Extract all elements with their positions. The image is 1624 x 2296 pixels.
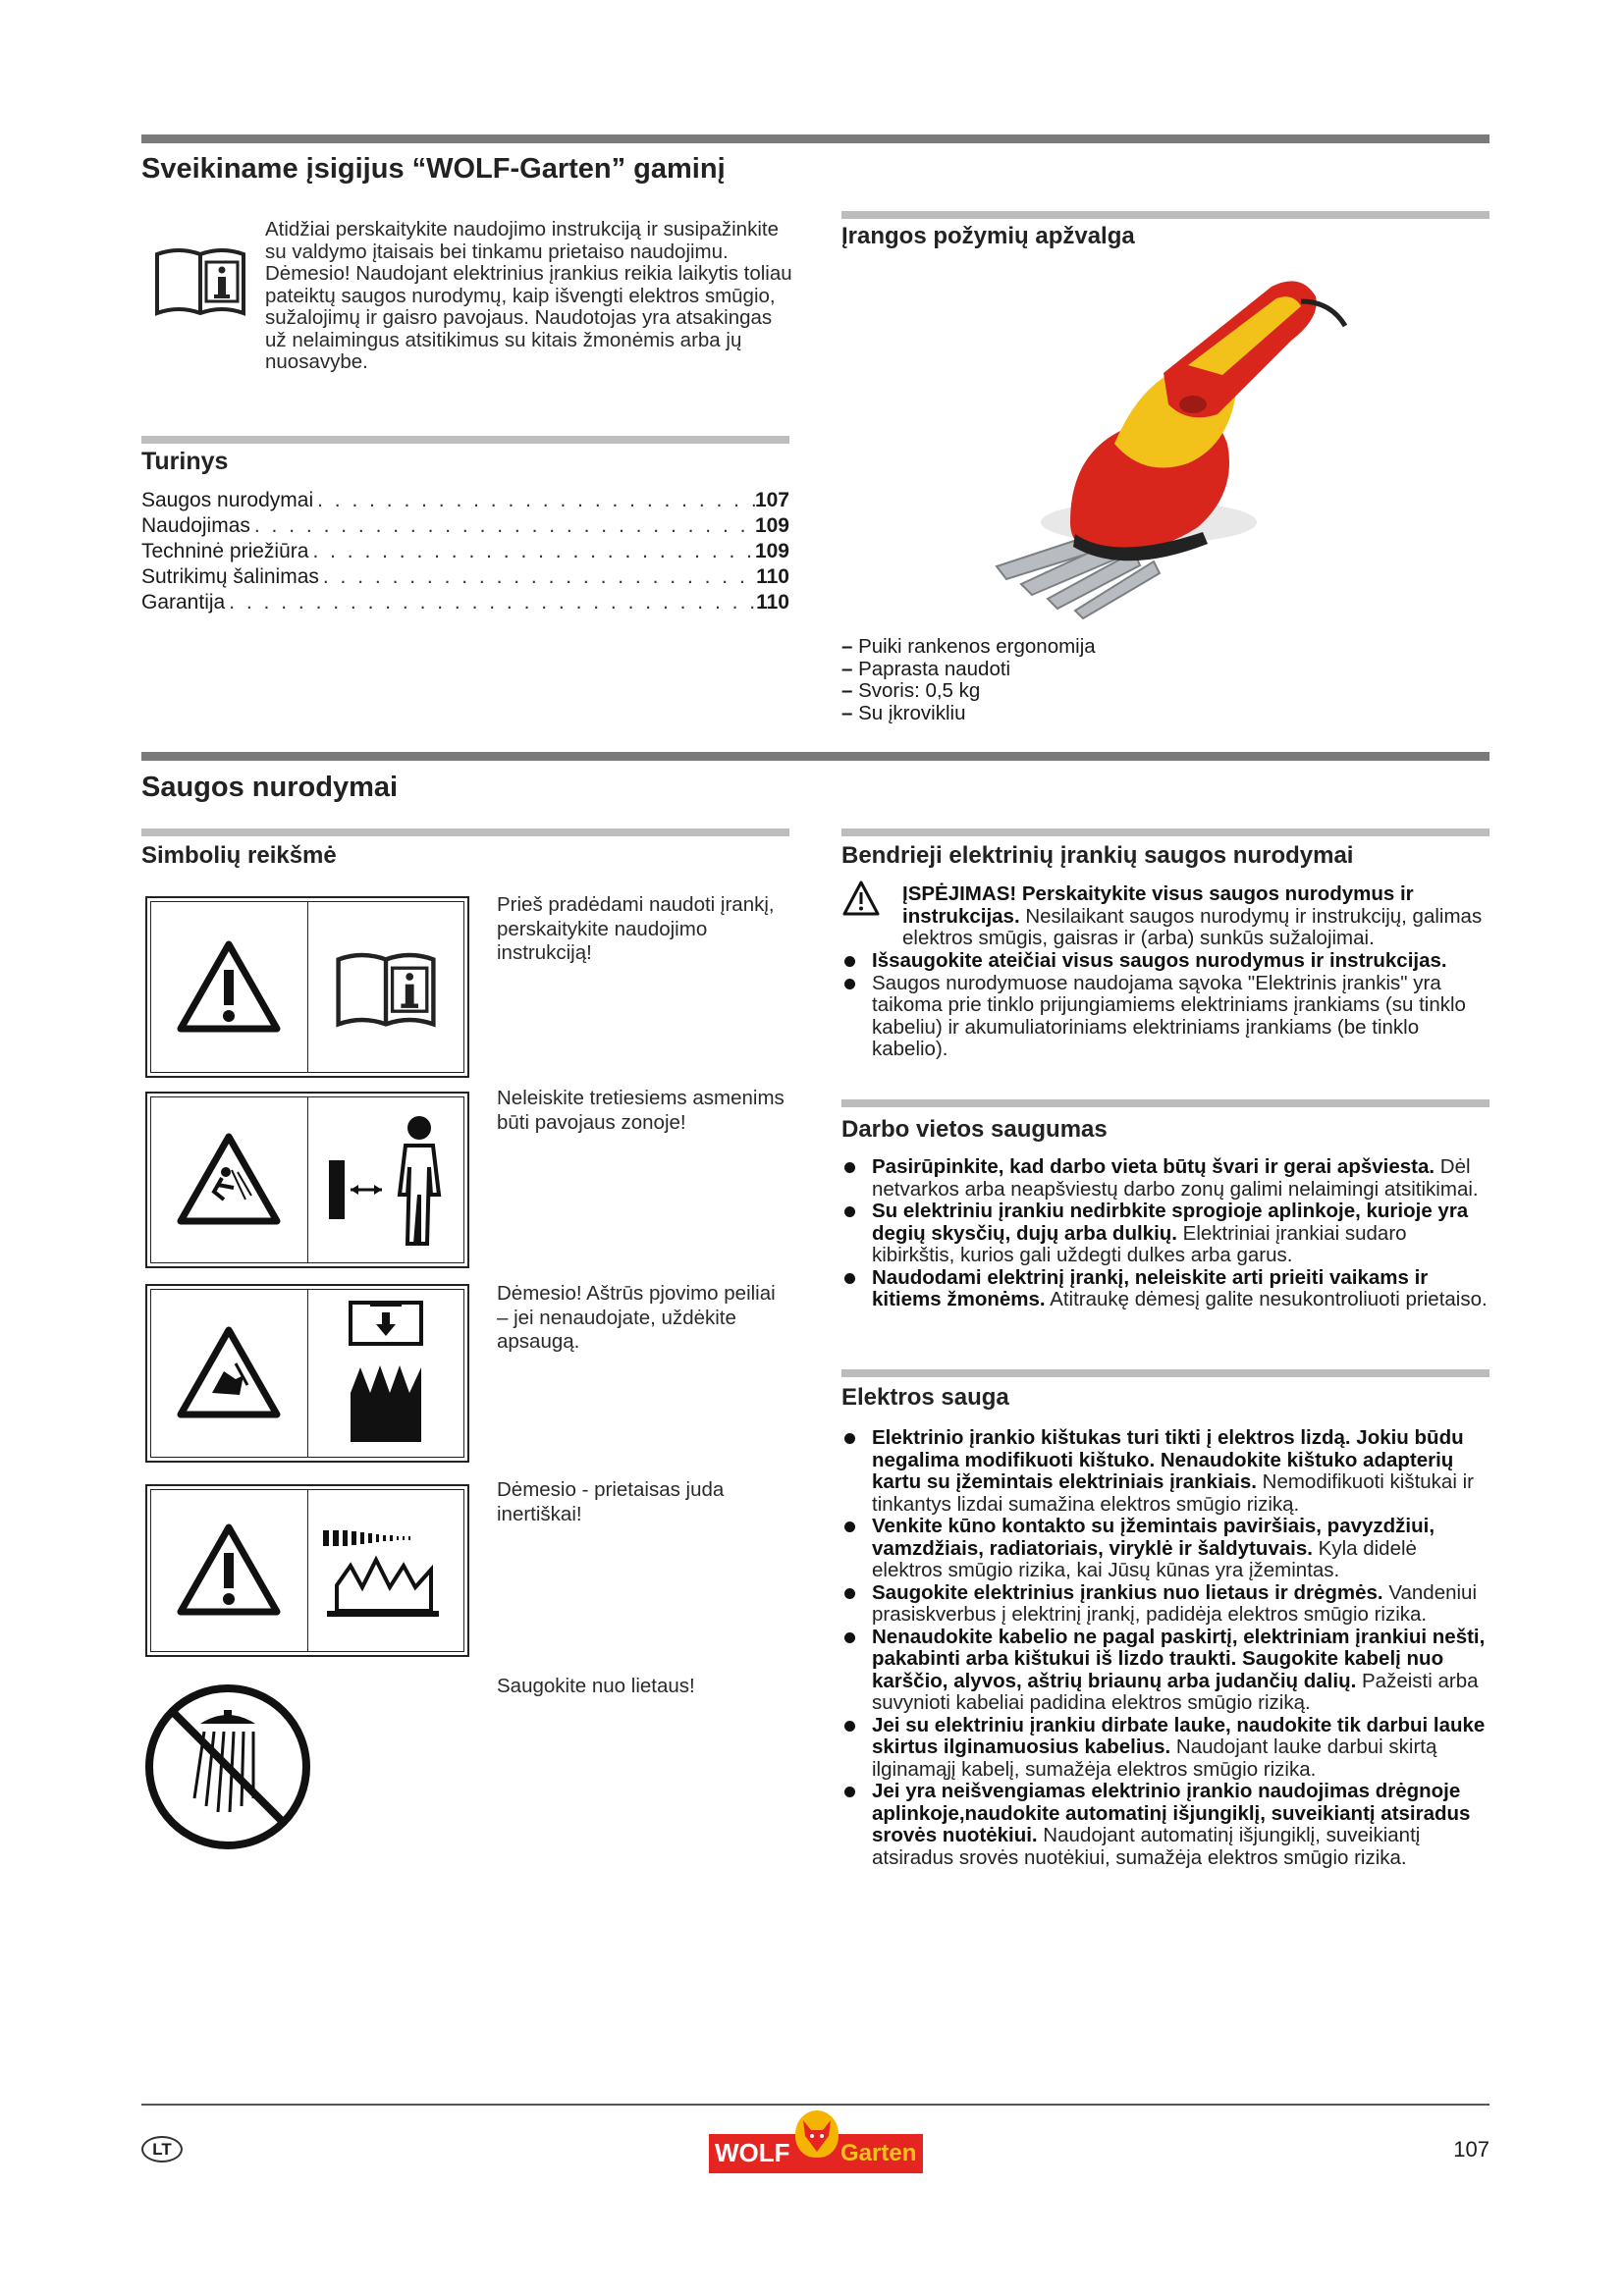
list-item: – Svoris: 0,5 kg [841,680,1332,703]
list-item [841,1627,1489,1715]
toc-label: Techninė priežiūra [141,540,309,562]
list-item-text: Dėl netvarkos arba neapšviestų darbo zonų galimi nelaimingi atsitikimai. [872,1155,1479,1201]
thrown-object-warning-icon [151,1097,307,1262]
list-item-bold: Saugokite elektrinius įrankius nuo lietaus ir drėgmės. [872,1580,1383,1604]
workplace-title: Darbo vietos saugumas [841,1116,1108,1143]
list-item [841,1516,1489,1582]
warning-triangle-icon [151,1490,307,1651]
logo-garten-text: Garten [840,2140,917,2166]
symbols-rule [141,828,789,836]
logo-wolf-text: WOLF [715,2138,790,2167]
blade-guard-icon [307,1290,464,1457]
workplace-list [841,1156,1489,1311]
toc-leader [225,590,756,615]
list-item [841,1582,1489,1627]
general-title: Bendrieji elektrinių įrankių saugos nurodymai [841,842,1354,869]
page-title: Sveikiname įsigijus “WOLF-Garten” gaminį [141,153,726,185]
toc-entry[interactable] [141,590,789,615]
toc-rule [141,436,789,444]
list-item [841,973,1489,1061]
warning-text: Nesilaikant saugos nurodymų ir instrukcijų, galimas elektros smūgis, gaisras ir (arba) sunkūs sužalojimai. [902,904,1483,949]
electric-rule [841,1369,1489,1377]
electric-title: Elektros sauga [841,1384,1009,1411]
list-item: – Puiki rankenos ergonomija [841,636,1332,659]
list-item: – Su įkrovikliu [841,703,1332,725]
workplace-rule [841,1099,1489,1107]
list-item-text: Atitraukę dėmesį galite nesukontroliuoti prietaiso. [1045,1288,1488,1310]
inertia-blade-icon [307,1490,464,1651]
list-item-bold: Išsaugokite ateičiai visus saugos nurodymus ir instrukcijas. [872,949,1447,972]
safety-title: Saugos nurodymai [141,772,399,803]
toc-page-number: 109 [754,514,789,537]
overview-rule [841,211,1489,219]
toc-entry[interactable] [141,539,789,564]
list-item [841,1427,1489,1516]
symbol-box-sharp-blades [145,1284,469,1463]
list-item-text: Saugos nurodymuose naudojama sąvoka "Elektrinis įrankis" yra taikoma prie tinklo prijungiamiems elektriniams įrankiams (su tinklo kabeliu) ir akumuliatoriniams elektriniams įrankiams (be tinklo kabelio). [872,971,1466,1060]
list-item-text: Elektriniai įrankiai sudaro kibirkštis, kurios gali uždegti dulkes arba garus. [872,1221,1407,1266]
list-item-bold: Pasirūpinkite, kad darbo vieta būtų švari ir gerai apšviesta. [872,1155,1435,1178]
symbol-text: Saugokite nuo lietaus! [497,1675,695,1697]
list-item-text: Naudojant lauke darbui skirtą ilginamąjį kabelį, sumažėja elektros smūgio rizika. [872,1735,1437,1781]
warning-triangle-icon [841,880,881,922]
language-badge [141,2136,183,2163]
symbol-text: Dėmesio! Aštrūs pjovimo peiliai – jei nenaudojate, uždėkite apsaugą. [497,1282,776,1353]
list-item-bold: Jei yra neišvengiamas elektrinio įrankio naudojimas drėgnoje aplinkoje,naudokite automatinį išjungiklį, suveikiantį atsiradus srovės nuotėkiui. [872,1780,1471,1846]
manual-info-icon [307,902,464,1072]
language-label: LT [152,2139,172,2159]
toc-page-number: 107 [754,489,789,511]
toc-page-number: 109 [754,540,789,562]
grass-shears-product-image [977,257,1360,625]
warning-triangle-icon [151,902,307,1072]
symbol-box-bystanders [145,1092,469,1268]
toc-leader [308,539,755,564]
symbol-box-inertia [145,1484,469,1657]
footer-rule [141,2104,1489,2106]
list-item-bold: Naudodami elektrinį įrankį, neleiskite arti prieiti vaikams ir kitiems žmonėms. [872,1265,1429,1310]
toc-leader [319,564,756,590]
toc-label: Garantija [141,591,226,614]
table-of-contents [141,488,789,615]
general-list [841,950,1489,1061]
list-item-text: Vandeniui prasiskverbus į elektrinį įrankį, padidėja elektros smūgio rizika. [872,1580,1478,1626]
intro-text: Atidžiai perskaitykite naudojimo instrukciją ir susipažinkite su valdymo įtaisais bei tinkamu prietaiso naudojimu. Dėmesio! Naudojant elektrinius įrankius reikia laikytis toliau pateiktų saugos nurodymų, kaip išvengti elektros smūgio, sužalojimų ir gaisro pavojaus. Naudotojas yra atsakingas už nelaimingus atsitikimus su kitais žmonėmis arba jų nuosavybe. [265,218,792,373]
general-warning [902,883,1489,950]
warning-heading: ĮSPĖJIMAS! Perskaitykite visus saugos nurodymus ir instrukcijas. [902,882,1414,928]
toc-label: Sutrikimų šalinimas [141,565,319,588]
symbol-box-read-manual [145,896,469,1078]
safety-rule [141,752,1489,761]
toc-page-number: 110 [756,591,789,614]
list-item [841,1201,1489,1267]
general-rule [841,828,1489,836]
list-item [841,1781,1489,1869]
toc-label: Saugos nurodymai [141,489,314,511]
list-item [841,1156,1489,1201]
keep-distance-person-icon [307,1097,464,1262]
list-item-text: Pažeisti arba suvynioti kabeliai padidina elektros smūgio riziką. [872,1669,1479,1714]
electric-list [841,1427,1489,1869]
symbol-text: Neleiskite tretiesiems asmenims būti pavojaus zonoje! [497,1087,785,1134]
toc-label: Naudojimas [141,514,250,537]
toc-entry[interactable] [141,513,789,539]
hand-cut-warning-icon [151,1290,307,1457]
list-item-text: Kyla didelė elektros smūgio rizika, kai Jūsų kūnas yra įžemintas. [872,1536,1417,1581]
list-item-bold: Nenaudokite kabelio ne pagal paskirtį, elektriniam įrankiui nešti, pakabinti arba kištukui iš lizdo traukti. Saugokite kabelį nuo karščio, alyvos, aštrių briaunų arba judančių dalių. [872,1625,1486,1692]
toc-leader [250,513,755,539]
page-number: 107 [1453,2137,1489,2162]
overview-title: Įrangos požymių apžvalga [841,223,1135,249]
manual-info-icon [151,240,249,324]
symbols-title: Simbolių reikšmė [141,842,337,869]
feature-list [841,636,1332,724]
toc-leader [313,488,755,513]
toc-title: Turinys [141,448,229,475]
list-item-bold: Venkite kūno kontakto su įžemintais paviršiais, pavyzdžiui, vamzdžiais, radiatoriais, viryklė ir šaldytuvais. [872,1515,1435,1560]
list-item [841,1715,1489,1782]
top-rule [141,134,1489,143]
symbol-text: Dėmesio - prietaisas juda inertiškai! [497,1478,725,1525]
list-item [841,1267,1489,1311]
list-item-text: Nemodifikuoti kištukai ir tinkantys lizdai sumažina elektros smūgio riziką. [872,1470,1474,1516]
list-item-bold: Jei su elektriniu įrankiu dirbate lauke, naudokite tik darbui lauke skirtus ilginamuosius kabelius. [872,1713,1486,1758]
wolf-garten-logo [709,2110,923,2177]
list-item [841,950,1489,973]
symbol-text: Prieš pradėdami naudoti įrankį, perskaitykite naudojimo instrukciją! [497,893,775,964]
list-item-text: Naudojant automatinį išjungiklį, suveikiantį atsiradus srovės nuotėkiui, sumažėja elektros smūgio rizika. [872,1824,1421,1869]
toc-entry[interactable] [141,564,789,590]
list-item-bold: Elektrinio įrankio kištukas turi tikti į elektros lizdą. Jokiu būdu negalima modifikuoti kištuko. Nenaudokite kištuko adapterių kartu su įžemintais elektriniais įrankiais. [872,1426,1464,1493]
list-item: – Paprasta naudoti [841,659,1332,681]
toc-page-number: 110 [756,565,789,588]
list-item-bold: Su elektriniu įrankiu nedirbkite sprogioje aplinkoje, kurioje yra degių skysčių, dujų arba dulkių. [872,1200,1469,1245]
toc-entry[interactable] [141,488,789,513]
no-rain-icon [141,1681,314,1858]
